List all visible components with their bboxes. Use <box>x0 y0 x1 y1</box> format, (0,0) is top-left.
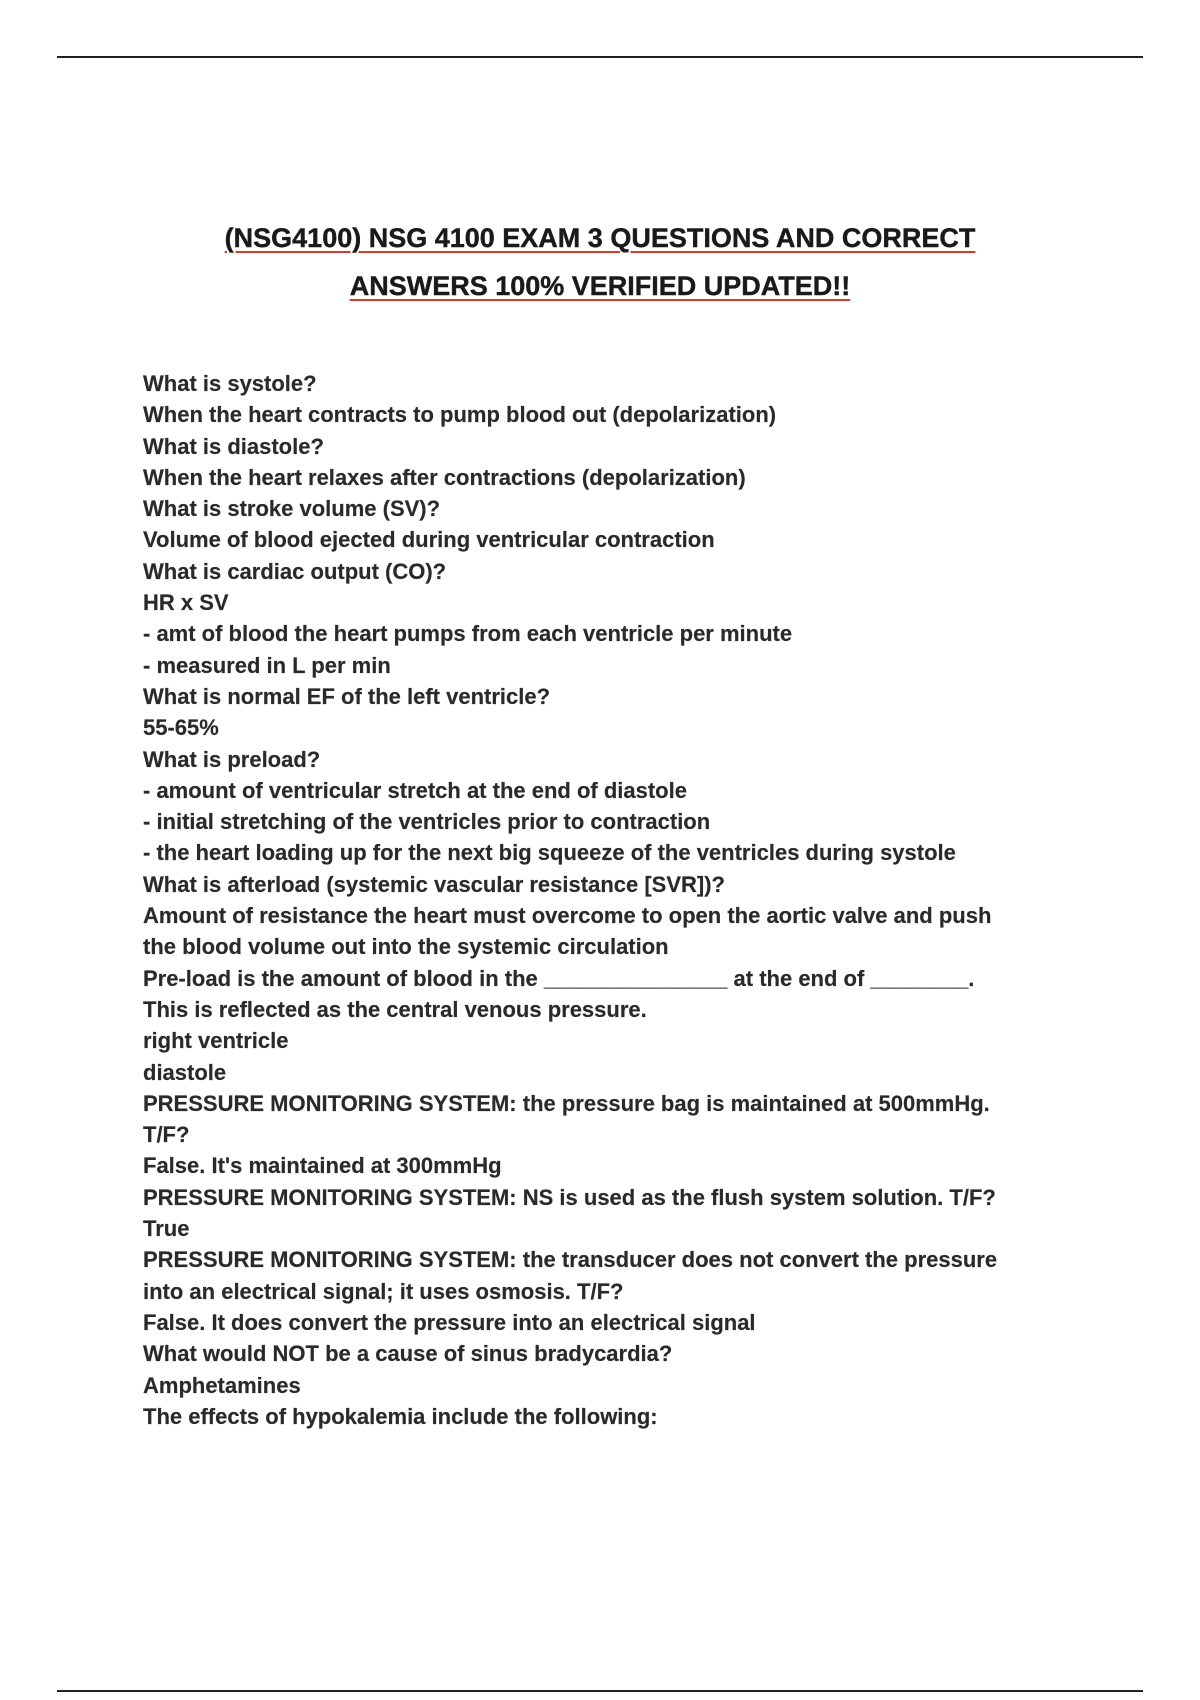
body-line: - amt of blood the heart pumps from each ventricle per minute <box>143 621 793 647</box>
body-line: T/F? <box>143 1122 190 1148</box>
title-line-2: ANSWERS 100% VERIFIED UPDATED!! <box>349 271 851 301</box>
body-line: - measured in L per min <box>143 652 391 678</box>
body-line: - amount of ventricular stretch at the end of diastole <box>143 777 687 803</box>
body-line: Volume of blood ejected during ventricular contraction <box>143 527 715 553</box>
title-line-1: (NSG4100) NSG 4100 EXAM 3 QUESTIONS AND CORRECT <box>224 223 976 253</box>
body-line: What is afterload (systemic vascular resistance [SVR])? <box>143 871 725 897</box>
body-line: When the heart contracts to pump blood out (depolarization) <box>143 402 777 428</box>
body-line: PRESSURE MONITORING SYSTEM: NS is used as the flush system solution. T/F? <box>143 1184 996 1210</box>
body-line: PRESSURE MONITORING SYSTEM: the pressure bag is maintained at 500mmHg. <box>143 1090 990 1116</box>
body-line: What is systole? <box>143 371 317 396</box>
body-line: What is preload? <box>143 746 321 772</box>
body-line: True <box>143 1216 190 1242</box>
top-rule <box>57 56 1143 58</box>
body-line: What is cardiac output (CO)? <box>143 558 447 584</box>
body-line: right ventricle <box>143 1028 289 1054</box>
body-line: into an electrical signal; it uses osmosis. T/F? <box>143 1278 624 1304</box>
body-line: False. It does convert the pressure into an electrical signal <box>143 1309 756 1335</box>
body-line: 55-65% <box>143 715 219 741</box>
body-line: Amphetamines <box>143 1372 301 1398</box>
body-line: What would NOT be a cause of sinus bradycardia? <box>143 1341 673 1367</box>
body-line: Pre-load is the amount of blood in the _______________ at the end of ________. <box>143 965 975 991</box>
body-line: diastole <box>143 1059 227 1085</box>
body-line: What is stroke volume (SV)? <box>143 496 441 522</box>
document-title <box>0 214 1200 310</box>
body-line: This is reflected as the central venous pressure. <box>143 996 647 1022</box>
bottom-rule <box>57 1690 1143 1692</box>
body-line: False. It's maintained at 300mmHg <box>143 1153 502 1179</box>
body-line: What is diastole? <box>143 433 324 459</box>
document-body <box>143 368 1073 1432</box>
body-line: When the heart relaxes after contractions (depolarization) <box>143 464 746 490</box>
body-line: Amount of resistance the heart must overcome to open the aortic valve and push <box>143 903 992 929</box>
body-line: The effects of hypokalemia include the following: <box>143 1403 658 1429</box>
body-line: PRESSURE MONITORING SYSTEM: the transducer does not convert the pressure <box>143 1247 998 1273</box>
body-line: - the heart loading up for the next big squeeze of the ventricles during systole <box>143 840 956 866</box>
body-line: What is normal EF of the left ventricle? <box>143 683 551 709</box>
body-line: - initial stretching of the ventricles prior to contraction <box>143 809 711 835</box>
body-line: the blood volume out into the systemic circulation <box>143 934 669 960</box>
body-line: HR x SV <box>143 590 229 616</box>
